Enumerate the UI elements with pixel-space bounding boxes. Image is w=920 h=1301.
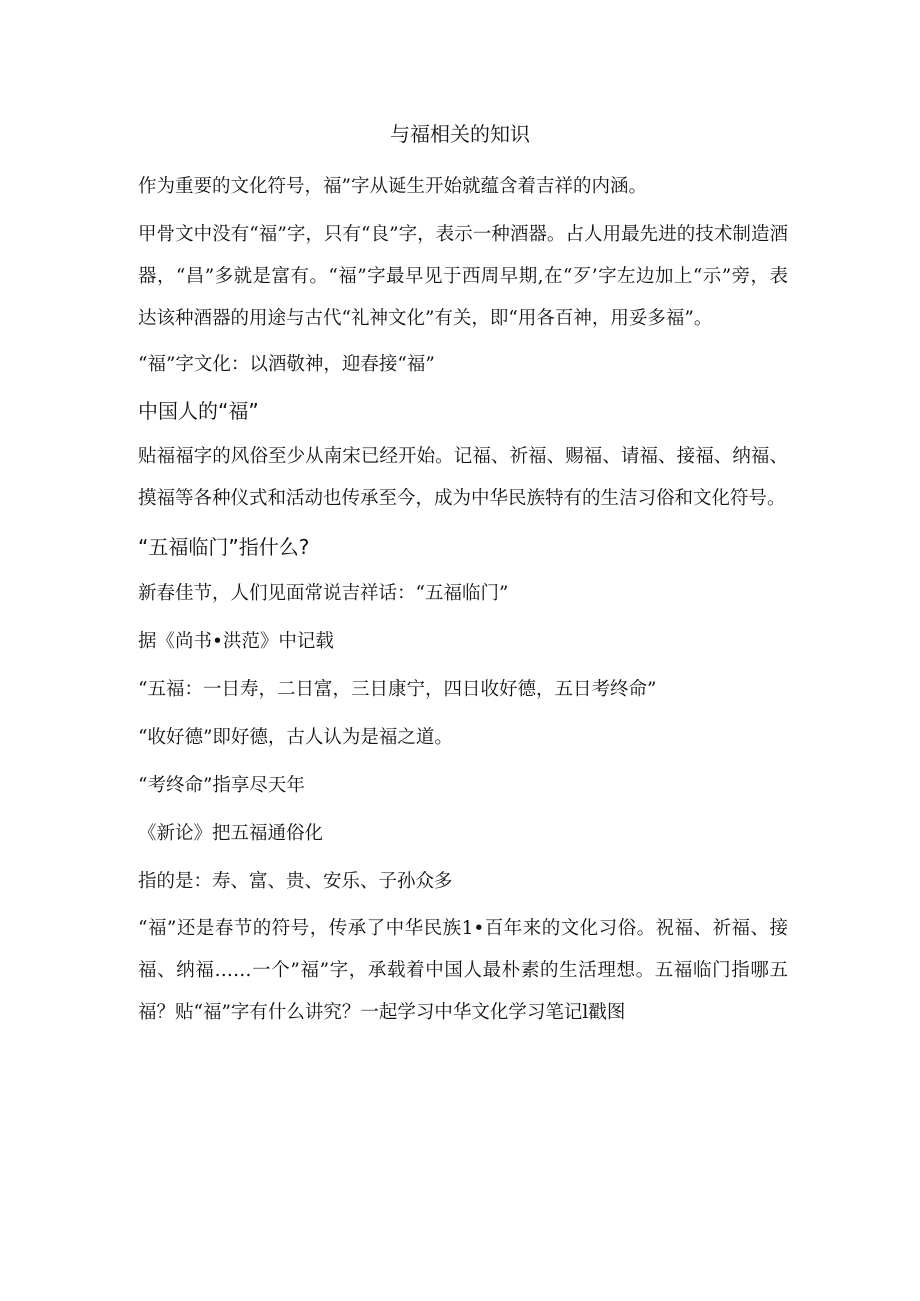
document-title: 与福相关的知识 — [390, 122, 530, 146]
text-line: 新春佳节，人们见面常说吉祥话：“五福临门” — [138, 583, 509, 604]
document-body — [138, 166, 788, 1034]
intro-paragraph: 作为重要的文化符号，福”字从诞生开始就蕴含着吉祥的内涵。 — [138, 176, 647, 197]
fu-culture-paragraph: “福”字文化：以酒敬神，迎春接“福” — [138, 354, 435, 375]
five-blessings-lines — [138, 570, 788, 906]
section-heading-chinese-fu: 中国人的“福” — [138, 399, 259, 423]
text-line: 《新论》把五福通俗化 — [138, 823, 324, 844]
custom-paragraph: 贴福福字的风俗至少从南宋已经开始。记福、祈福、赐福、请福、接福、纳福、摸福等各种仪式和活动也传承至今，成为中华民族特有的生洁习俗和文化符号。 — [138, 446, 788, 509]
section-heading-five-blessings: “五福临门”指什么? — [138, 535, 310, 559]
text-line: “五福：一日寿，二日富，三日康宁，四日收好德，五日考终命” — [138, 679, 657, 700]
text-line: 指的是：寿、富、贵、安乐、子孙众多 — [138, 871, 453, 892]
oracle-bone-paragraph: 甲骨文中没有“福”字，只有“良”字，表示一种酒器。占人用最先进的技术制造酒器，“昌”多就是富有。“福”字最早见于西周早期,在“歹’字左边加上“示”旁，表达该种酒器的用途与古代“礼神文化”有关，即“用各百神，用妥多福”。 — [138, 224, 788, 329]
text-line: “考终命”指享尽天年 — [138, 775, 305, 796]
closing-paragraph: “福”还是春节的符号，传承了中华民族1•百年来的文化习俗。祝福、祈福、接福、纳福……一个”福”字，承载着中国人最朴素的生活理想。五福临门指哪五福？贴“福”字有什么讲究？一起学习中华文化学习笔记l戳图 — [138, 918, 788, 1023]
text-line: “收好德”即好德，古人认为是福之道。 — [138, 727, 453, 748]
text-line: 据《尚书•洪范》中记载 — [138, 631, 334, 652]
